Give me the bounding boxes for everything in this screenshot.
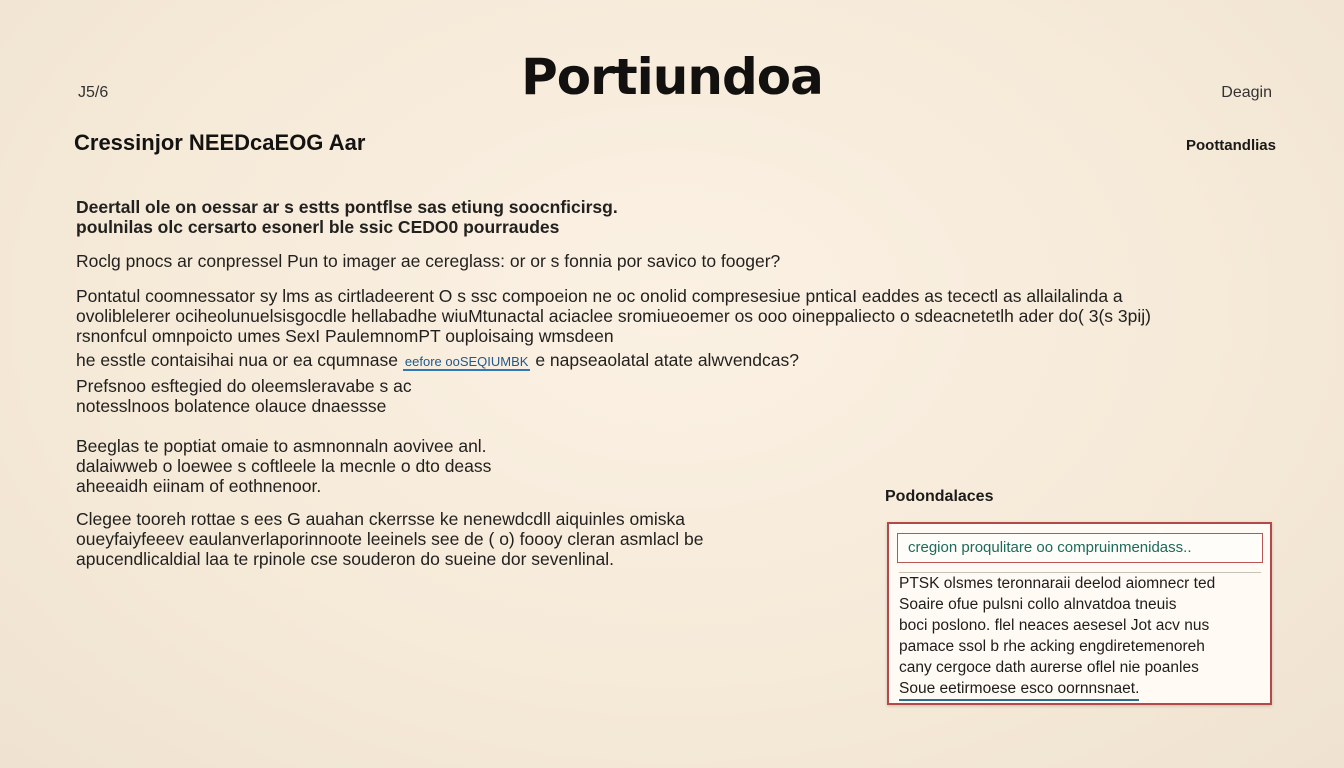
list-item: pamace ssol b rhe acking engdiretemenoreh bbox=[899, 638, 1205, 655]
list-item-wrap bbox=[899, 678, 1261, 701]
section-subtitle-right: Poottandlias bbox=[1185, 137, 1276, 154]
paragraph-line: Roclg pnocs ar conpressel Pun to imager ae cereglass: or or s fonnia por savico to fooger? bbox=[76, 251, 781, 271]
paragraph-line: Beeglas te poptiat omaie to asmnonnaln aovivee anl. bbox=[76, 436, 487, 456]
paragraph-line-text: e napseaolatal atate alwvendcas? bbox=[535, 350, 799, 370]
list-item: cany cergoce dath aurerse oflel nie poanles bbox=[899, 659, 1199, 676]
paragraph-closing bbox=[76, 509, 703, 569]
list-item: PTSK olsmes teronnaraii deelod aiomnecr ted bbox=[899, 575, 1216, 592]
paragraph-line: apucendlicaldial laa te rpinole cse souderon do sueine dor sevenlinal. bbox=[76, 549, 614, 569]
paragraph-line: oueyfaiyfeeev eaulanverlaporinnoote leeinels see de ( o) foooy cleran asmlacl be bbox=[76, 529, 704, 549]
paragraph-question bbox=[76, 251, 780, 271]
page-marker-right: Deagin bbox=[1221, 84, 1272, 101]
list-item: Soaire ofue pulsni collo alnvatdoa tneuis bbox=[899, 596, 1177, 613]
paragraph-line: rsnonfcul omnpoicto umes SexI PaulemnomPT ouploisaing wmsdeen bbox=[76, 326, 614, 346]
sidebar-box-list bbox=[899, 572, 1261, 701]
sidebar-box bbox=[887, 522, 1272, 705]
paragraph-line: poulnilas olc cersarto esonerl ble ssic CEDO0 pourraudes bbox=[76, 217, 560, 237]
paragraph-line: Deertall ole on oessar ar s estts pontflse sas etiung soocnficirsg. bbox=[76, 197, 618, 217]
paragraph-body bbox=[76, 286, 1151, 372]
paragraph-line bbox=[76, 350, 1151, 372]
paragraph-details bbox=[76, 436, 491, 496]
inline-link[interactable]: eefore ooSEQIUMBK bbox=[404, 354, 529, 369]
paragraph-line: Prefsnoo esftegied do oleemsleravabe s ac bbox=[76, 376, 412, 396]
page-marker-left: J5/6 bbox=[78, 84, 109, 101]
page-title: Portiundoa bbox=[521, 48, 823, 106]
paragraph-notes bbox=[76, 376, 412, 416]
list-item: boci poslono. flel neaces aesesel Jot acv nus bbox=[899, 617, 1210, 634]
list-item[interactable]: Soue eetirmoese esco oornnsnaet. bbox=[899, 678, 1139, 701]
paragraph-line: notesslnoos bolatence olauce dnaessse bbox=[76, 396, 387, 416]
section-subtitle: Cressinjor NEEDcaEOG Aar bbox=[74, 130, 366, 155]
paragraph-line: aheeaidh eiinam of eothnenoor. bbox=[76, 476, 322, 496]
paragraph-line-text: he esstle contaisihai nua or ea cqumnase bbox=[76, 350, 399, 370]
paragraph-intro bbox=[76, 197, 618, 237]
paragraph-line: dalaiwweb o loewee s coftleele la mecnle o dto deass bbox=[76, 456, 492, 476]
sidebar-search-field[interactable]: cregion proqulitare oo compruinmenidass.. bbox=[897, 533, 1263, 563]
paragraph-line: Pontatul coomnessator sy lms as cirtladeerent O s ssc compoeion ne oc onolid compresesiue pnticaI eaddes as tecectl as allailalinda a bbox=[76, 286, 1123, 306]
paragraph-line: Clegee tooreh rottae s ees G auahan ckerrsse ke nenewdcdll aiquinles omiska bbox=[76, 509, 685, 529]
sidebar-box-heading: Podondalaces bbox=[885, 488, 994, 505]
paragraph-line: ovoliblelerer ociheolunuelsisgocdle hellabadhe wiuMtunactal aciaclee sromiueoemer os ooo oineppaliecto o sdeacnetetlh ader do( 3(s 3pij) bbox=[76, 306, 1151, 326]
